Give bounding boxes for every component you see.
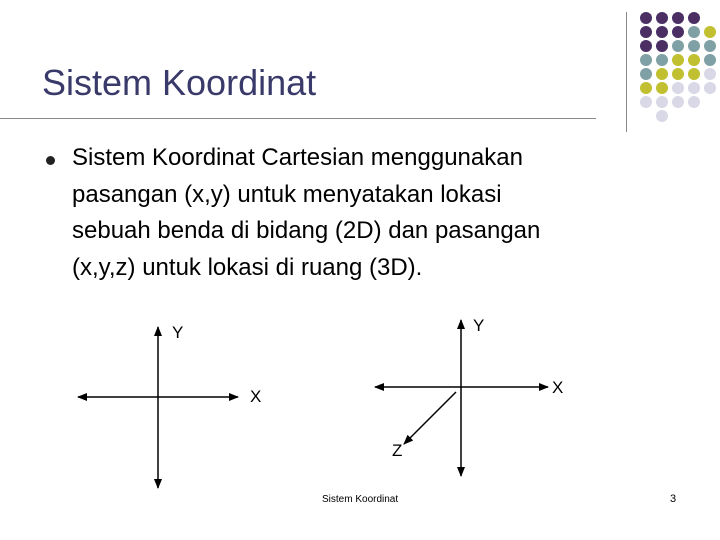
slide-title: Sistem Koordinat	[42, 62, 317, 103]
3d-z-label: Z	[392, 441, 403, 460]
3d-x-label: X	[552, 378, 564, 397]
3d-y-label: Y	[473, 316, 485, 335]
2d-x-label: X	[250, 387, 262, 406]
diagram-2d	[78, 323, 261, 488]
slide-footer: Sistem Koordinat	[322, 494, 399, 505]
diagram-3d	[375, 316, 563, 476]
page-number: 3	[670, 493, 677, 505]
2d-y-label: Y	[172, 323, 184, 342]
body-line-4: (x,y,z) untuk lokasi di ruang (3D).	[72, 253, 423, 281]
body-line-2: pasangan (x,y) untuk menyatakan lokasi	[72, 180, 502, 208]
body-line-1: Sistem Koordinat Cartesian menggunakan	[72, 144, 523, 171]
body-line-3: sebuah benda di bidang (2D) dan pasangan	[72, 217, 541, 244]
3d-z-axis	[404, 392, 456, 444]
